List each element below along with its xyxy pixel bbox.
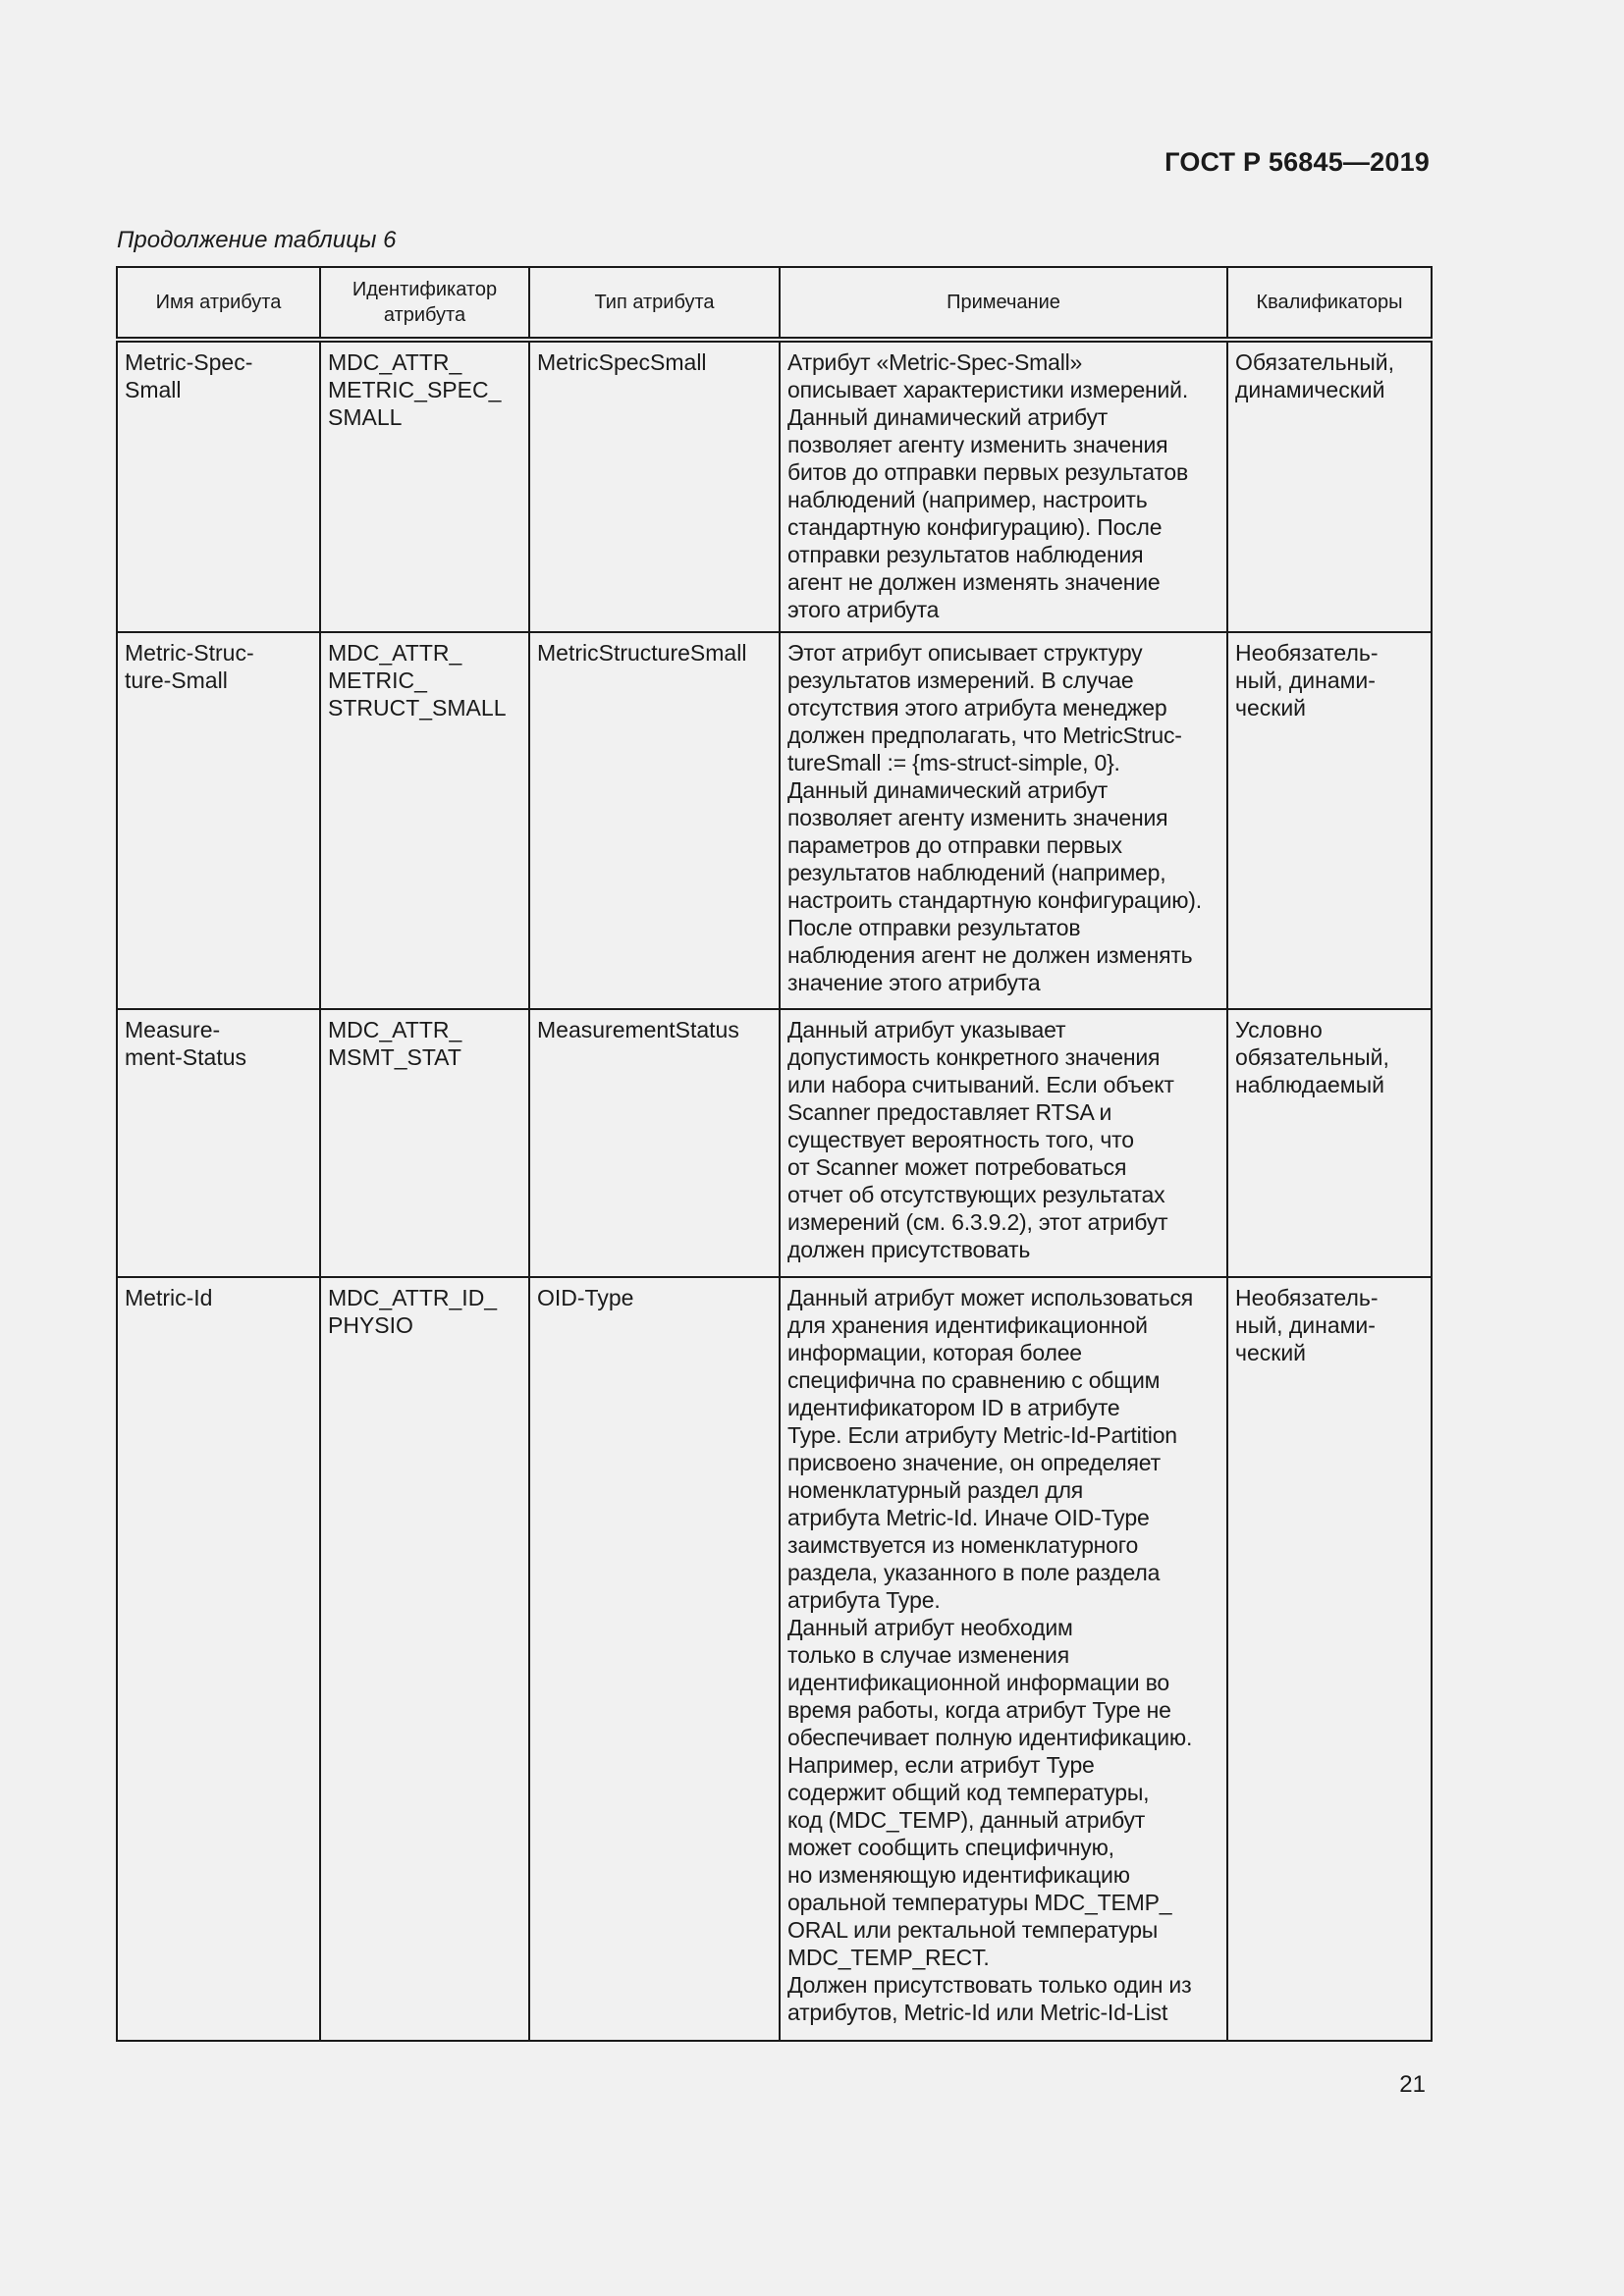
column-header-note: Примечание <box>780 267 1227 340</box>
table-row <box>117 1277 1432 2041</box>
cell-attribute-type: MetricSpecSmall <box>529 340 780 632</box>
cell-attribute-id: MDC_ATTR_ MSMT_STAT <box>320 1009 529 1277</box>
table-header <box>117 267 1432 340</box>
cell-attribute-id: MDC_ATTR_ METRIC_ STRUCT_SMALL <box>320 632 529 1009</box>
cell-note: Этот атрибут описывает структуру результатов измерений. В случае отсутствия этого атрибута менеджер должен предполагать, что MetricStruc- tureSmall := {ms-struct-simple, 0}. Данный динамический атрибут позволяет агенту изменить значения параметров до отправки первых результатов наблюдений (например, настроить стандартную конфигурацию). После отправки результатов наблюдения агент не должен изменять значение этого атрибута <box>780 632 1227 1009</box>
cell-note: Данный атрибут может использоваться для хранения идентификационной информации, которая более специфична по сравнению с общим идентификатором ID в атрибуте Type. Если атрибуту Metric-Id-Partition присвоено значение, он определяет номенклатурный раздел для атрибута Metric-Id. Иначе OID-Type заимствуется из номенклатурного раздела, указанного в поле раздела атрибута Type. Данный атрибут необходим только в случае изменения идентификационной информации во время работы, когда атрибут Type не обеспечивает полную идентификацию. Например, если атрибут Type содержит общий код температуры, код (MDC_TEMP), данный атрибут может сообщить специфичную, но изменяющую идентификацию оральной температуры MDC_TEMP_ ORAL или ректальной температуры MDC_TEMP_RECT. Должен присутствовать только один из атрибутов, Metric-Id или Metric-Id-List <box>780 1277 1227 2041</box>
cell-qualifiers: Обязательный, динамический <box>1227 340 1432 632</box>
column-header-qualifiers: Квалификаторы <box>1227 267 1432 340</box>
cell-qualifiers: Условно обязательный, наблюдаемый <box>1227 1009 1432 1277</box>
table-continuation-caption: Продолжение таблицы 6 <box>117 227 397 253</box>
cell-note: Атрибут «Metric-Spec-Small» описывает характеристики измерений. Данный динамический атрибут позволяет агенту изменить значения битов до отправки первых результатов наблюдений (например, настроить стандартную конфигурацию). После отправки результатов наблюдения агент не должен изменять значение этого атрибута <box>780 340 1227 632</box>
cell-attribute-type: MeasurementStatus <box>529 1009 780 1277</box>
column-header-attribute-type: Тип атрибута <box>529 267 780 340</box>
table-row <box>117 340 1432 632</box>
attributes-table <box>116 266 1433 2042</box>
cell-attribute-name: Metric-Spec- Small <box>117 340 320 632</box>
cell-attribute-type: OID-Type <box>529 1277 780 2041</box>
column-header-attribute-id: Идентификатор атрибута <box>320 267 529 340</box>
cell-attribute-name: Metric-Id <box>117 1277 320 2041</box>
column-header-attribute-name: Имя атрибута <box>117 267 320 340</box>
cell-attribute-type: MetricStructureSmall <box>529 632 780 1009</box>
table-header-row <box>117 267 1432 340</box>
table-body <box>117 340 1432 2041</box>
document-standard-code: ГОСТ Р 56845—2019 <box>1164 147 1430 177</box>
cell-attribute-id: MDC_ATTR_ID_ PHYSIO <box>320 1277 529 2041</box>
cell-attribute-name: Measure- ment-Status <box>117 1009 320 1277</box>
page-number: 21 <box>1399 2071 1426 2098</box>
table-row <box>117 632 1432 1009</box>
cell-qualifiers: Необязатель- ный, динами- ческий <box>1227 1277 1432 2041</box>
cell-attribute-id: MDC_ATTR_ METRIC_SPEC_ SMALL <box>320 340 529 632</box>
cell-qualifiers: Необязатель- ный, динами- ческий <box>1227 632 1432 1009</box>
table-row <box>117 1009 1432 1277</box>
cell-attribute-name: Metric-Struc- ture-Small <box>117 632 320 1009</box>
cell-note: Данный атрибут указывает допустимость конкретного значения или набора считываний. Если объект Scanner предоставляет RTSA и существует вероятность того, что от Scanner может потребоваться отчет об отсутствующих результатах измерений (см. 6.3.9.2), этот атрибут должен присутствовать <box>780 1009 1227 1277</box>
